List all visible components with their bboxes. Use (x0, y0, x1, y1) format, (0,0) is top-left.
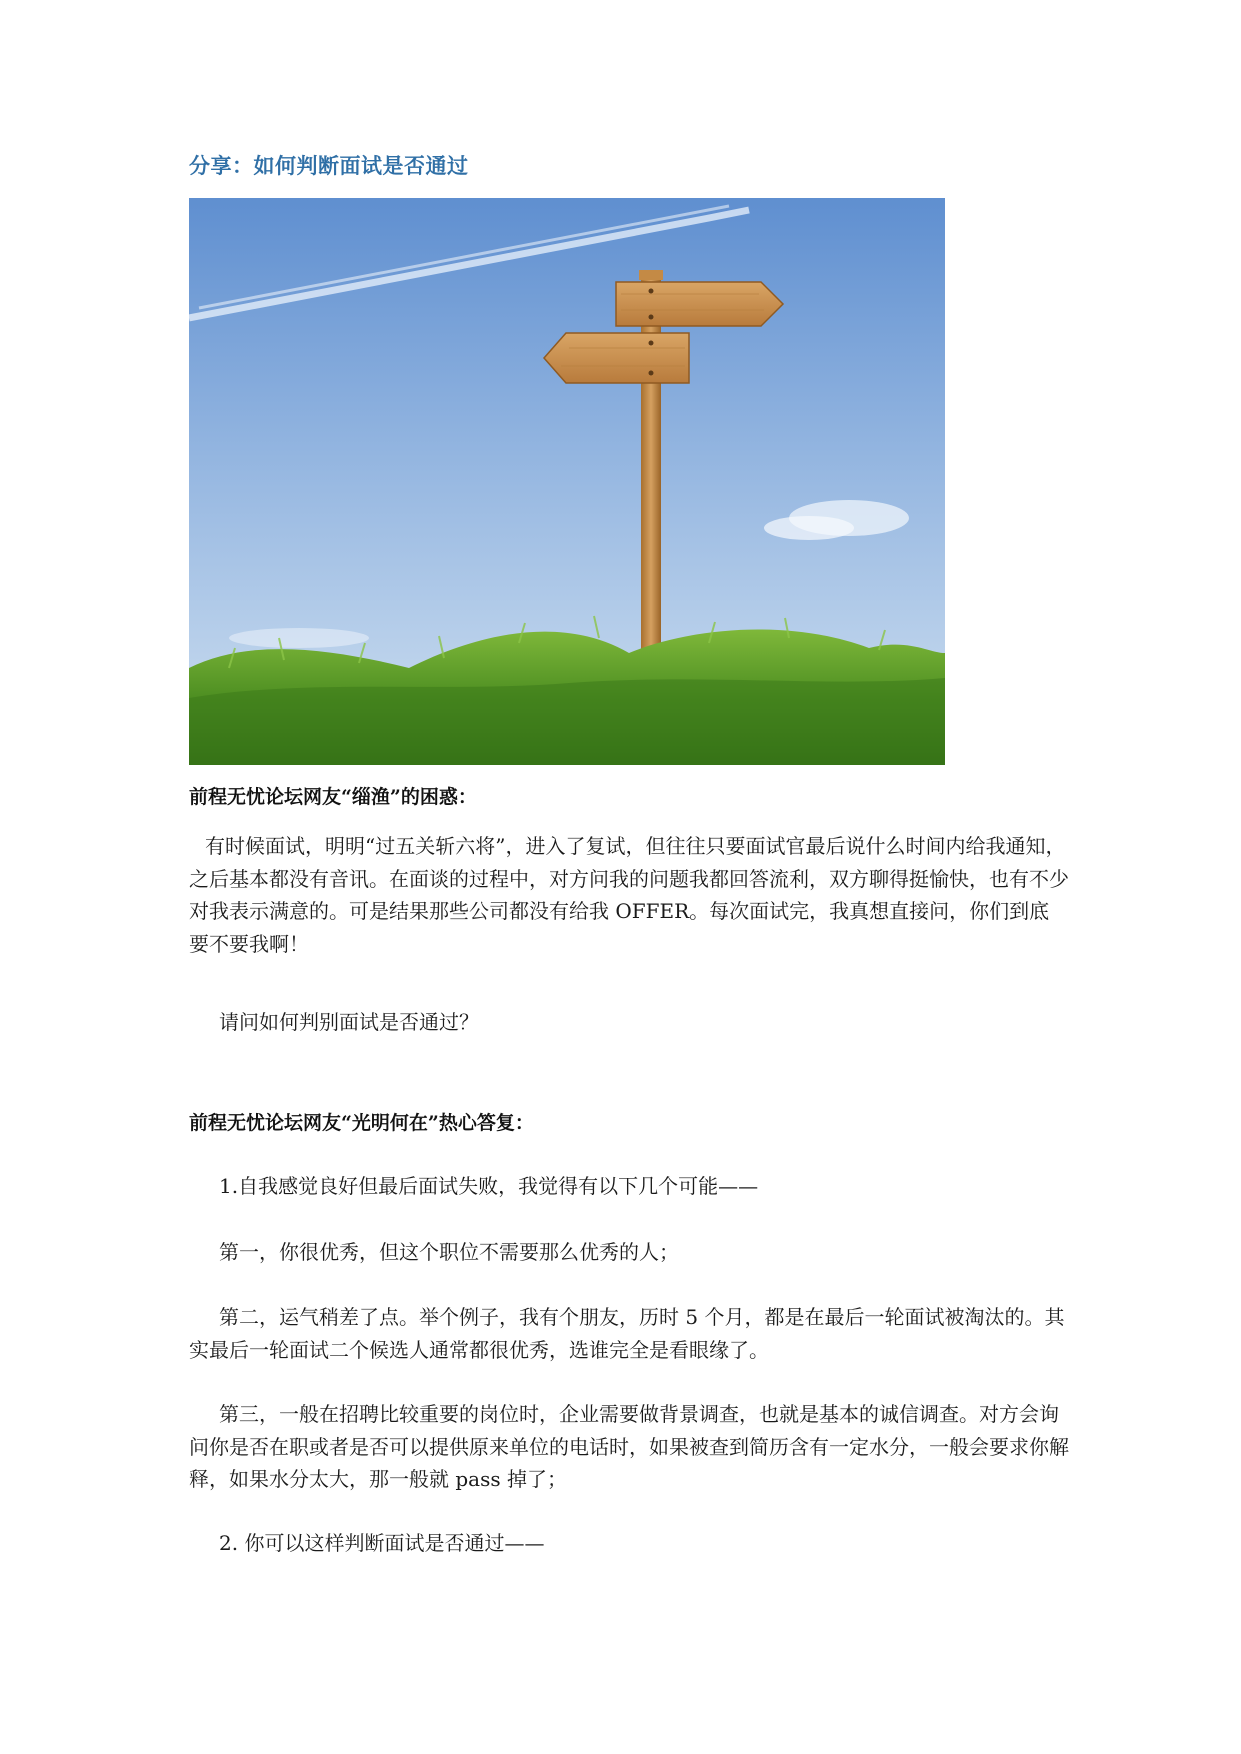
reason-2: 第二，运气稍差了点。举个例子，我有个朋友，历时 5 个月，都是在最后一轮面试被淘汰的。其实最后一轮面试二个候选人通常都很优秀，选谁完全是看眼缘了。 (189, 1305, 1065, 1362)
question-heading: 前程无忧论坛网友“缁渔”的困惑： (189, 786, 477, 808)
reason-3: 第三，一般在招聘比较重要的岗位时，企业需要做背景调查，也就是基本的诚信调查。对方会询问你是否在职或者是否可以提供原来单位的电话时，如果被查到简历含有一定水分，一般会要求你解释，如果水分太大，那一般就 pass 掉了； (189, 1402, 1069, 1491)
answer-heading: 前程无忧论坛网友“光明何在”热心答复： (189, 1112, 534, 1134)
question-body: 有时候面试，明明“过五关斩六将”，进入了复试，但往往只要面试官最后说什么时间内给我通知，之后基本都没有音讯。在面谈的过程中，对方问我的问题我都回答流利，双方聊得挺愉快，也有不少对我表示满意的。可是结果那些公司都没有给我 OFFER。每次面试完，我真想直接问，你们到底要不要我啊！ (189, 834, 1069, 956)
signpost-image (189, 198, 945, 765)
point-1: 1.自我感觉良好但最后面试失败，我觉得有以下几个可能—— (219, 1174, 759, 1198)
article-title: 分享：如何判断面试是否通过 (189, 153, 469, 178)
question-ask: 请问如何判别面试是否通过？ (219, 1010, 479, 1034)
reason-1: 第一，你很优秀，但这个职位不需要那么优秀的人； (219, 1240, 679, 1264)
point-2: 2. 你可以这样判断面试是否通过—— (219, 1531, 545, 1555)
